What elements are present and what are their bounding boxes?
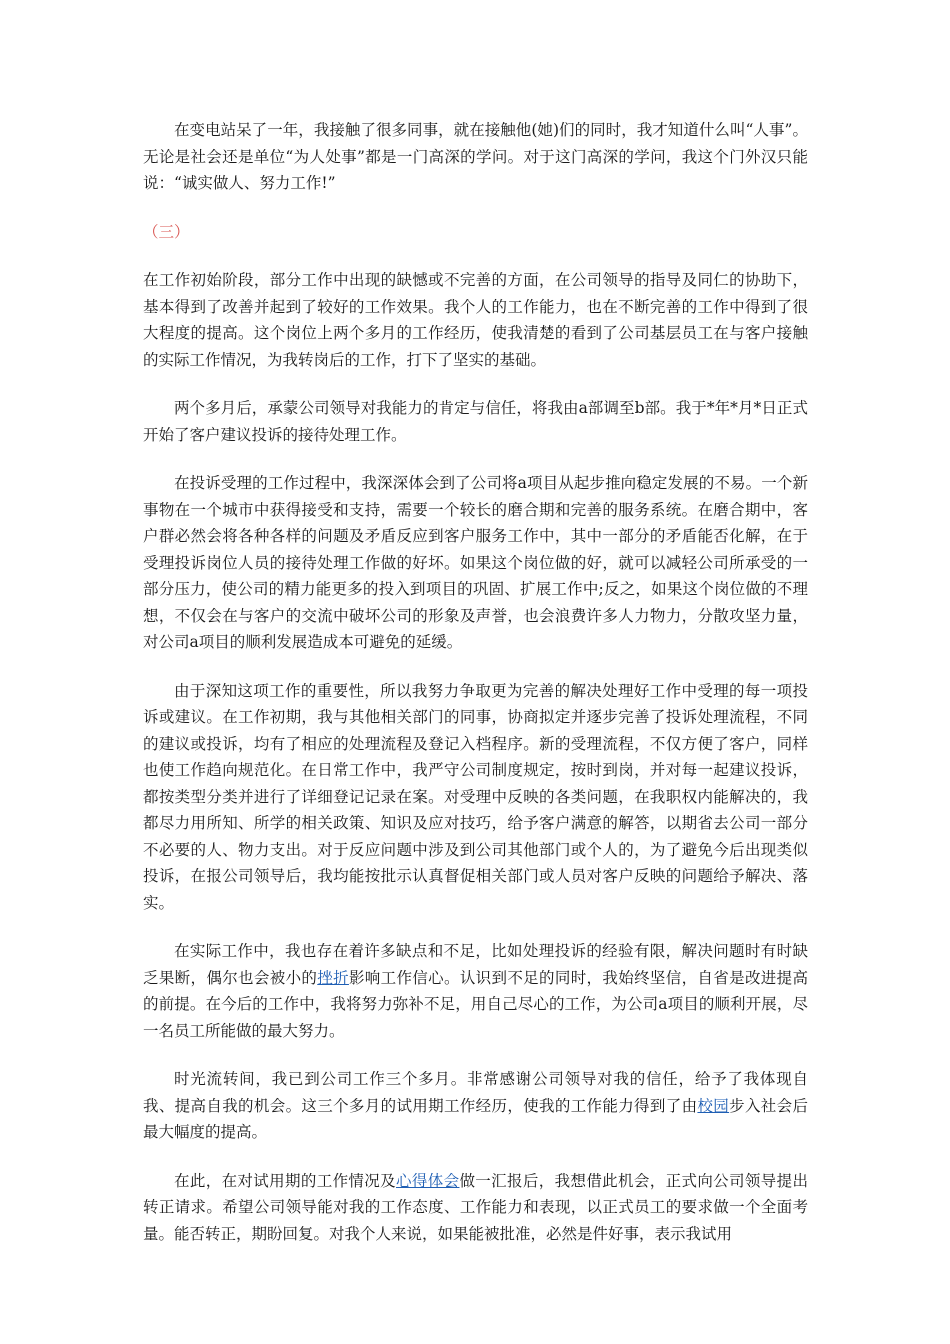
paragraph-7-text-a: 时光流转间，我已到公司工作三个多月。非常感谢公司领导对我的信任，给予了我体现自我、提高自我的机会。这三个多月的试用期工作经历，使我的工作能力得到了由: [143, 1070, 808, 1115]
paragraph-4: 在投诉受理的工作过程中，我深深体会到了公司将a项目从起步推向稳定发展的不易。一个新事物在一个城市中获得接受和支持，需要一个较长的磨合期和完善的服务系统。在磨合期中，客户群必然会将各种各样的问题及矛盾反应到客户服务工作中，其中一部分的矛盾能否化解，在于受理投诉岗位人员的接待处理工作做的好坏。如果这个岗位做的好，就可以减轻公司所承受的一部分压力，使公司的精力能更多的投入到项目的巩固、扩展工作中;反之，如果这个岗位做的不理想，不仅会在与客户的交流中破坏公司的形象及声誉，也会浪费许多人力物力，分散攻坚力量，对公司a项目的顺利发展造成本可避免的延缓。: [143, 474, 808, 651]
document-body: [143, 117, 808, 1269]
paragraph-7-text-b: 步入社会后最大幅度的提高。: [143, 1096, 808, 1141]
paragraph-6-text-b: 影响工作信心。认识到不足的同时，我始终坚信，自省是改进提高的前提。在今后的工作中，我将努力弥补不足，用自己尽心的工作，为公司a项目的顺利开展，尽一名员工所能做的最大努力。: [143, 968, 808, 1040]
paragraph-6-text-a: 在实际工作中，我也存在着许多缺点和不足，比如处理投诉的经验有限，解决问题时有时缺乏果断，偶尔也会被小的: [143, 942, 808, 987]
link-xindetihui[interactable]: 心得体会: [396, 1171, 460, 1190]
paragraph-6: [143, 938, 808, 1044]
paragraph-2: 在工作初始阶段，部分工作中出现的缺憾或不完善的方面，在公司领导的指导及同仁的协助下，基本得到了改善并起到了较好的工作效果。我个人的工作能力，也在不断完善的工作中得到了很大程度的提高。这个岗位上两个多月的工作经历，使我清楚的看到了公司基层员工在与客户接触的实际工作情况，为我转岗后的工作，打下了坚实的基础。: [143, 271, 808, 369]
section-title: （三）: [143, 222, 190, 241]
link-cuozhe[interactable]: 挫折: [317, 968, 349, 987]
paragraph-8: [143, 1168, 808, 1248]
paragraph-5: 由于深知这项工作的重要性，所以我努力争取更为完善的解决处理好工作中受理的每一项投诉或建议。在工作初期，我与其他相关部门的同事，协商拟定并逐步完善了投诉处理流程，不同的建议或投诉，均有了相应的处理流程及登记入档程序。新的受理流程，不仅方便了客户，同样也使工作趋向规范化。在日常工作中，我严守公司制度规定，按时到岗，并对每一起建议投诉，都按类型分类并进行了详细登记记录在案。对受理中反映的各类问题，在我职权内能解决的，我都尽力用所知、所学的相关政策、知识及应对技巧，给予客户满意的解答，以期省去公司一部分不必要的人、物力支出。对于反应问题中涉及到公司其他部门或个人的，为了避免今后出现类似投诉，在报公司领导后，我均能按批示认真督促相关部门或人员对客户反映的问题给予解决、落实。: [143, 681, 808, 912]
paragraph-8-text-a: 在此，在对试用期的工作情况及: [174, 1171, 397, 1190]
paragraph-8-text-b: 做一汇报后，我想借此机会，正式向公司领导提出转正请求。希望公司领导能对我的工作态度、工作能力和表现，以正式员工的要求做一个全面考量。能否转正，期盼回复。对我个人来说，如果能被批准，必然是件好事，表示我试用: [143, 1171, 808, 1243]
link-xiaoyuan[interactable]: 校园: [697, 1096, 730, 1115]
paragraph-1: 在变电站呆了一年，我接触了很多同事，就在接触他(她)们的同时，我才知道什么叫“人事”。无论是社会还是单位“为人处事”都是一门高深的学问。对于这门高深的学问，我这个门外汉只能说：“诚实做人、努力工作!”: [143, 121, 808, 192]
paragraph-7: [143, 1066, 808, 1146]
paragraph-3: 两个多月后，承蒙公司领导对我能力的肯定与信任，将我由a部调至b部。我于*年*月*日正式开始了客户建议投诉的接待处理工作。: [143, 399, 808, 444]
